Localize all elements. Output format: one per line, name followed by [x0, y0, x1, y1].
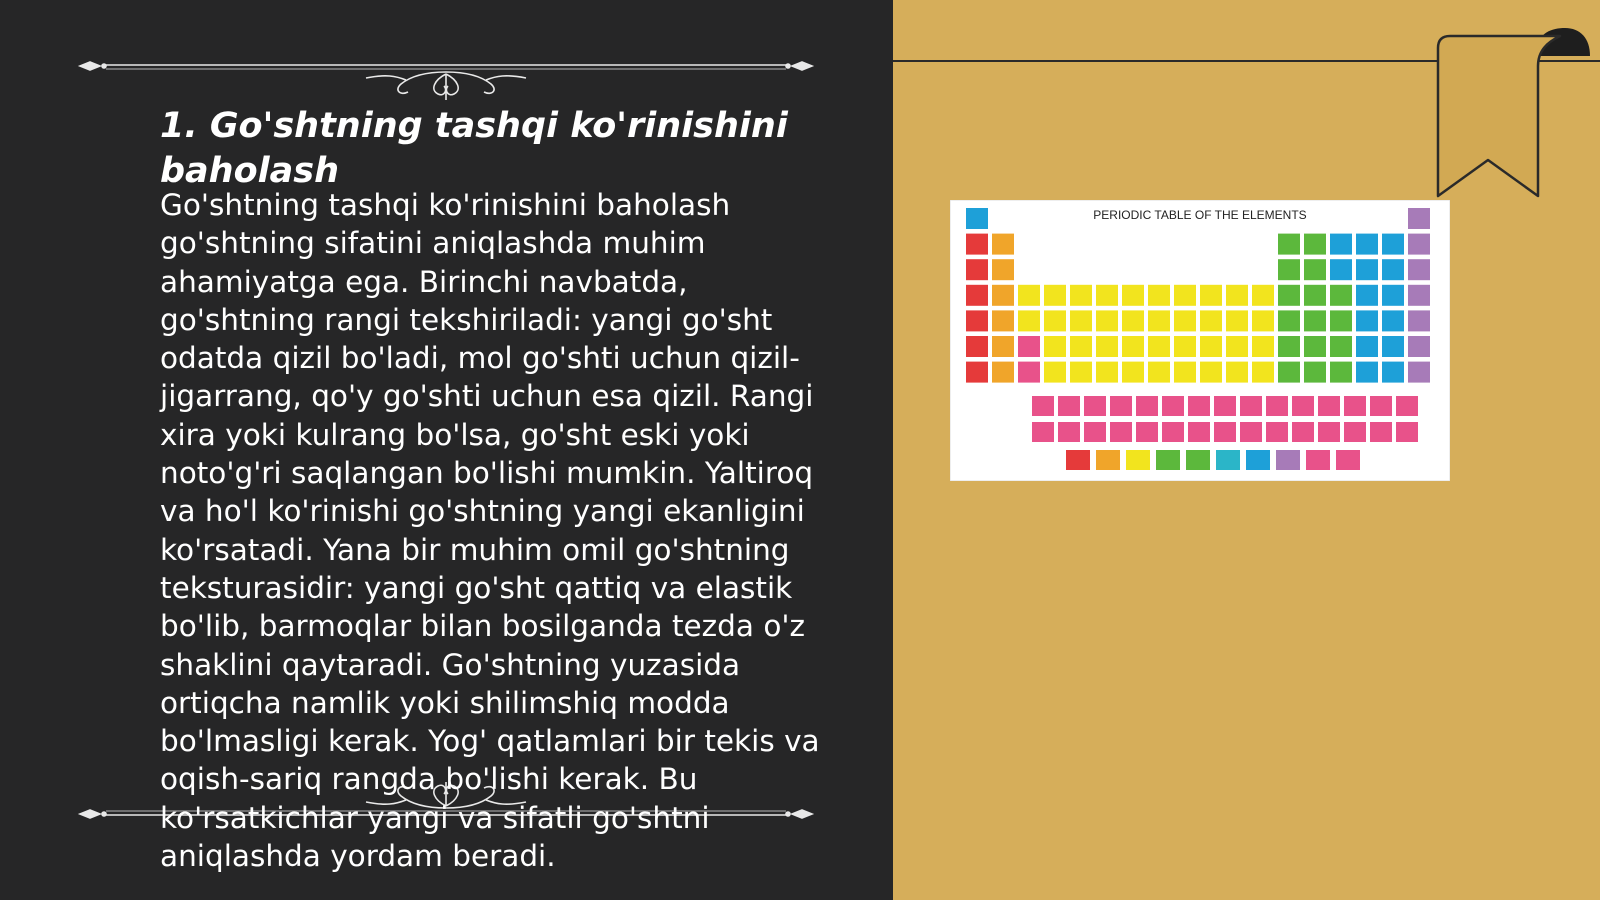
scroll-ornament-icon [66, 40, 826, 100]
slide-title: 1. Go'shtning tashqi ko'rinishini baholash [160, 106, 788, 191]
slide-body-text: Go'shtning tashqi ko'rinishini baholash go'shtning sifatini aniqlashda muhim ahamiyatga ega. Birinchi navbatda, go'shtning rangi tekshiriladi: yangi go'sht odatda qizil bo'ladi, mol go'shti uchun qizil-jigarrang, qo'y go'shti uchun esa qizil. Rangi xira yoki kulrang bo'lsa, go'sht eski yoki noto'g'ri saqlangan bo'lishi mumkin. Yaltiroq va ho'l ko'rinishi go'shtning yangi ekanligini ko'rsatadi. Yana bir muhim omil go'shtning teksturasidir: yangi go'sht qattiq va elastik bo'lib, barmoqlar bilan bosilganda tezda o'z shaklini qaytaradi. Go'shtning yuzasida ortiqcha namlik yoki shilimshiq modda bo'lmasligi kerak. Yog' qatlamlari bir tekis va oqish-sariq rangda bo'lishi kerak. Bu ko'rsatkichlar yangi va sifatli go'shtni aniqlashda yordam beradi. [160, 188, 820, 874]
bookmark-ribbon-icon [1430, 28, 1600, 204]
periodic-table-title: PERIODIC TABLE OF THE ELEMENTS [1093, 208, 1307, 222]
periodic-table-image [950, 200, 1450, 481]
